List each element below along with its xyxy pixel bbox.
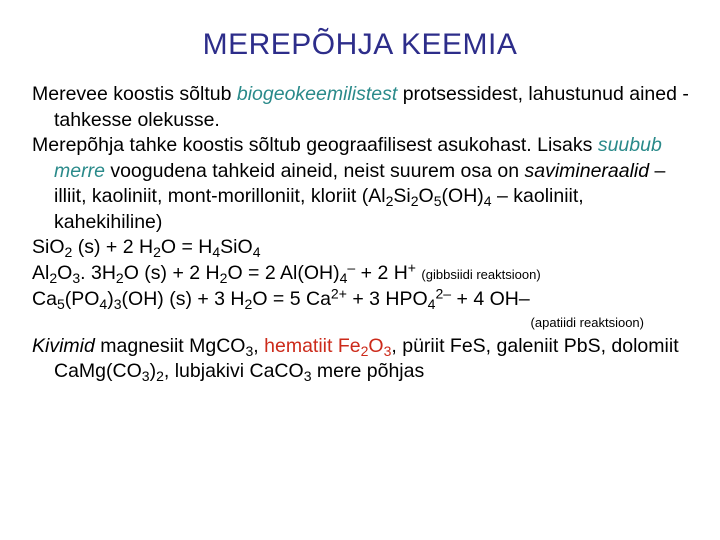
text: hematiit Fe <box>264 334 361 357</box>
text: + 2 H <box>355 261 408 284</box>
highlight-term: biogeokeemilistest <box>236 83 398 105</box>
text: Ca <box>32 288 57 310</box>
subscript: 4 <box>212 244 221 261</box>
subscript: 3 <box>383 342 392 359</box>
subscript: 3 <box>113 296 122 313</box>
subscript: 2 <box>244 296 253 313</box>
subscript: 4 <box>339 269 348 286</box>
subscript: 2 <box>156 368 164 385</box>
text: SiO <box>32 236 65 258</box>
subscript: 2 <box>410 193 419 210</box>
subscript: 2 <box>64 244 73 261</box>
equation-apatite <box>32 287 692 313</box>
subscript: 3 <box>245 342 254 359</box>
text: – illiit, kaoliniit, mont-morilloniit, kloriit (Al <box>54 159 666 207</box>
subscript: 2 <box>115 269 124 286</box>
subscript: 2 <box>360 342 369 359</box>
subscript: 5 <box>56 296 65 313</box>
text: magnesiit MgCO <box>94 334 246 357</box>
equation-gibbsite <box>32 261 692 288</box>
text: O <box>368 334 384 357</box>
superscript: 2+ <box>330 285 347 302</box>
text: O = 5 Ca <box>252 288 331 310</box>
reaction-note: (gibbsiidi reaktsioon) <box>421 266 541 282</box>
subscript: 2 <box>219 269 228 286</box>
slide-body <box>32 82 692 385</box>
text: ) <box>149 360 157 382</box>
highlight-term: suubub merre <box>54 134 662 182</box>
subscript: 4 <box>427 296 436 313</box>
text: Merepõhja tahke koostis sõltub geograafilisest asukohast. Lisaks <box>32 134 598 156</box>
paragraph-rocks <box>32 334 692 385</box>
text: Merevee koostis sõltub <box>32 83 237 105</box>
text: SiO <box>220 236 253 258</box>
text: (PO <box>64 288 100 310</box>
subscript: 2 <box>49 269 58 286</box>
text: – kaoliniit, kahekihiline) <box>54 185 584 233</box>
text: Si <box>393 185 411 207</box>
text: (OH) (s) + 3 H <box>121 288 245 310</box>
text: protsessidest, lahustunud ained - tahkesse olekusse. <box>54 83 689 131</box>
text: O = 2 Al(OH) <box>227 261 340 284</box>
text: (s) + 2 H <box>72 236 154 258</box>
paragraph-seabed <box>32 133 692 235</box>
text: , lubjakivi CaCO <box>163 360 304 382</box>
text: voogudena tahkeid aineid, neist suurem osa on <box>104 159 525 182</box>
subscript: 3 <box>303 368 312 385</box>
text: + 4 OH– <box>451 288 530 310</box>
text: mere põhjas <box>311 360 425 382</box>
equation-silica <box>32 235 692 261</box>
subscript: 4 <box>483 193 492 210</box>
italic-term: Kivimid <box>32 334 95 357</box>
subscript: 3 <box>141 368 150 385</box>
superscript: 2– <box>435 285 452 302</box>
text: Al <box>32 261 50 284</box>
subscript: 4 <box>252 244 261 261</box>
text: O <box>418 185 434 207</box>
text: . 3H <box>80 261 116 284</box>
hematite-term <box>264 335 391 357</box>
text: , püriit FeS, galeniit PbS, dolomiit CaMg(CO <box>54 334 679 382</box>
italic-term: savimineraalid <box>524 159 650 182</box>
text: O <box>57 261 73 284</box>
subscript: 5 <box>433 193 442 210</box>
text: (OH) <box>441 185 484 207</box>
reaction-note: (apatiidi reaktsioon) <box>530 314 644 330</box>
text: , <box>253 334 265 357</box>
text: + 3 HPO <box>346 288 428 310</box>
subscript: 4 <box>99 296 108 313</box>
subscript: 3 <box>72 269 81 286</box>
text: ) <box>107 288 114 310</box>
subscript: 2 <box>153 244 161 261</box>
subscript: 2 <box>385 193 394 210</box>
slide-title: MEREPÕHJA KEEMIA <box>202 28 518 61</box>
superscript: – <box>347 259 356 276</box>
paragraph-seawater <box>32 82 692 133</box>
text: O = H <box>160 236 213 258</box>
superscript: + <box>407 259 416 276</box>
text: O (s) + 2 H <box>123 261 220 284</box>
